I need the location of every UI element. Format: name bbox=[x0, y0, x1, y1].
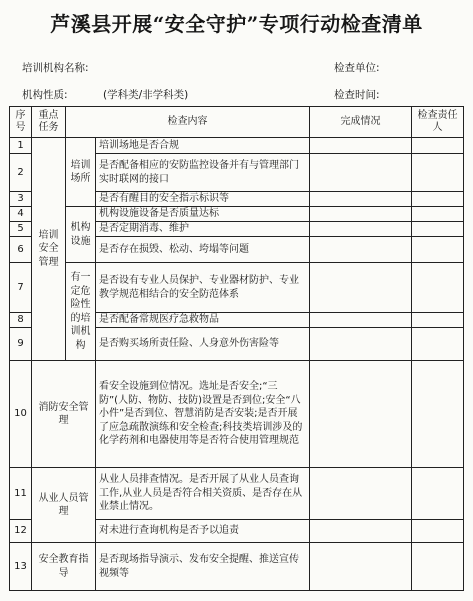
status-cell[interactable] bbox=[310, 154, 412, 192]
table-row bbox=[10, 361, 464, 468]
row-no: 9 bbox=[10, 328, 32, 361]
row-no: 11 bbox=[10, 468, 32, 520]
table-row bbox=[10, 263, 464, 313]
row-content: 是否定期消毒、维护 bbox=[96, 222, 310, 237]
status-cell[interactable] bbox=[310, 328, 412, 361]
row-content: 对未进行查询机构是否予以追责 bbox=[96, 520, 310, 543]
row-content: 是否配备相应的安防监控设备并有与管理部门实时联网的接口 bbox=[96, 154, 310, 192]
status-cell[interactable] bbox=[310, 468, 412, 520]
status-cell[interactable] bbox=[310, 192, 412, 207]
status-cell[interactable] bbox=[310, 222, 412, 237]
table-row bbox=[10, 468, 464, 520]
row-no: 2 bbox=[10, 154, 32, 192]
status-cell[interactable] bbox=[310, 543, 412, 591]
inspect-unit-label: 检查单位: bbox=[334, 62, 380, 74]
person-cell[interactable] bbox=[412, 361, 464, 468]
person-cell[interactable] bbox=[412, 138, 464, 154]
person-cell[interactable] bbox=[412, 263, 464, 313]
sub-venue: 培训场所 bbox=[66, 138, 96, 207]
status-cell[interactable] bbox=[310, 313, 412, 328]
task-training-safety: 培训安全管理 bbox=[32, 138, 66, 361]
person-cell[interactable] bbox=[412, 313, 464, 328]
sub-facility: 机构设施 bbox=[66, 207, 96, 263]
row-content: 是否有醒目的安全指示标识等 bbox=[96, 192, 310, 207]
row-content: 是否存在损毁、松动、垮塌等问题 bbox=[96, 237, 310, 263]
row-content: 培训场地是否合规 bbox=[96, 138, 310, 154]
sub-hazard: 有一定危险性的培训机构 bbox=[66, 263, 96, 361]
row-no: 7 bbox=[10, 263, 32, 313]
row-no: 10 bbox=[10, 361, 32, 468]
row-content: 机构设施设备是否质量达标 bbox=[96, 207, 310, 222]
table-row bbox=[10, 138, 464, 154]
person-cell[interactable] bbox=[412, 192, 464, 207]
person-cell[interactable] bbox=[412, 520, 464, 543]
person-cell[interactable] bbox=[412, 222, 464, 237]
org-name-label: 培训机构名称: bbox=[22, 62, 89, 74]
status-cell[interactable] bbox=[310, 138, 412, 154]
person-cell[interactable] bbox=[412, 207, 464, 222]
table-row bbox=[10, 207, 464, 222]
row-content: 是否现场指导演示、发布安全提醒、推送宣传视频等 bbox=[96, 543, 310, 591]
person-cell[interactable] bbox=[412, 468, 464, 520]
task-safety-edu: 安全教育指导 bbox=[32, 543, 96, 591]
row-no: 8 bbox=[10, 313, 32, 328]
status-cell[interactable] bbox=[310, 207, 412, 222]
status-cell[interactable] bbox=[310, 237, 412, 263]
row-no: 1 bbox=[10, 138, 32, 154]
header-content: 检查内容 bbox=[66, 107, 310, 138]
header-status: 完成情况 bbox=[310, 107, 412, 138]
row-no: 3 bbox=[10, 192, 32, 207]
org-type-label: 机构性质: bbox=[22, 89, 68, 101]
row-content: 从业人员排查情况。是否开展了从业人员查询工作,从业人员是否符合相关资质、是否存在从业禁止情况。 bbox=[96, 468, 310, 520]
row-no: 6 bbox=[10, 237, 32, 263]
table-row bbox=[10, 543, 464, 591]
status-cell[interactable] bbox=[310, 263, 412, 313]
page-title: 芦溪县开展“安全守护”专项行动检查清单 bbox=[50, 12, 423, 36]
task-fire-safety: 消防安全管理 bbox=[32, 361, 96, 468]
org-type-options: (学科类/非学科类) bbox=[103, 89, 189, 101]
row-content: 是否配备常规医疗急救物品 bbox=[96, 313, 310, 328]
person-cell[interactable] bbox=[412, 237, 464, 263]
person-cell[interactable] bbox=[412, 543, 464, 591]
checklist-table bbox=[9, 106, 464, 591]
row-no: 5 bbox=[10, 222, 32, 237]
row-content: 是否购买场所责任险、人身意外伤害险等 bbox=[96, 328, 310, 361]
person-cell[interactable] bbox=[412, 328, 464, 361]
row-no: 4 bbox=[10, 207, 32, 222]
header-task: 重点任务 bbox=[32, 107, 66, 138]
header-person: 检查责任人 bbox=[412, 107, 464, 138]
status-cell[interactable] bbox=[310, 361, 412, 468]
row-content: 看安全设施到位情况。选址是否安全;“三防”(人防、物防、技防)设置是否到位;安全“八小件”是否到位、智慧消防是否安装;是否开展了应急疏散演练和安全检查;科技类培训涉及的化学药剂和电器使用等是否符合使用管理规范 bbox=[96, 361, 310, 468]
row-no: 13 bbox=[10, 543, 32, 591]
row-no: 12 bbox=[10, 520, 32, 543]
header-no: 序号 bbox=[10, 107, 32, 138]
task-staff: 从业人员管理 bbox=[32, 468, 96, 543]
table-header-row bbox=[10, 107, 464, 138]
status-cell[interactable] bbox=[310, 520, 412, 543]
inspect-time-label: 检查时间: bbox=[334, 89, 380, 101]
row-content: 是否设有专业人员保护、专业器材防护、专业教学规范相结合的安全防范体系 bbox=[96, 263, 310, 313]
person-cell[interactable] bbox=[412, 154, 464, 192]
